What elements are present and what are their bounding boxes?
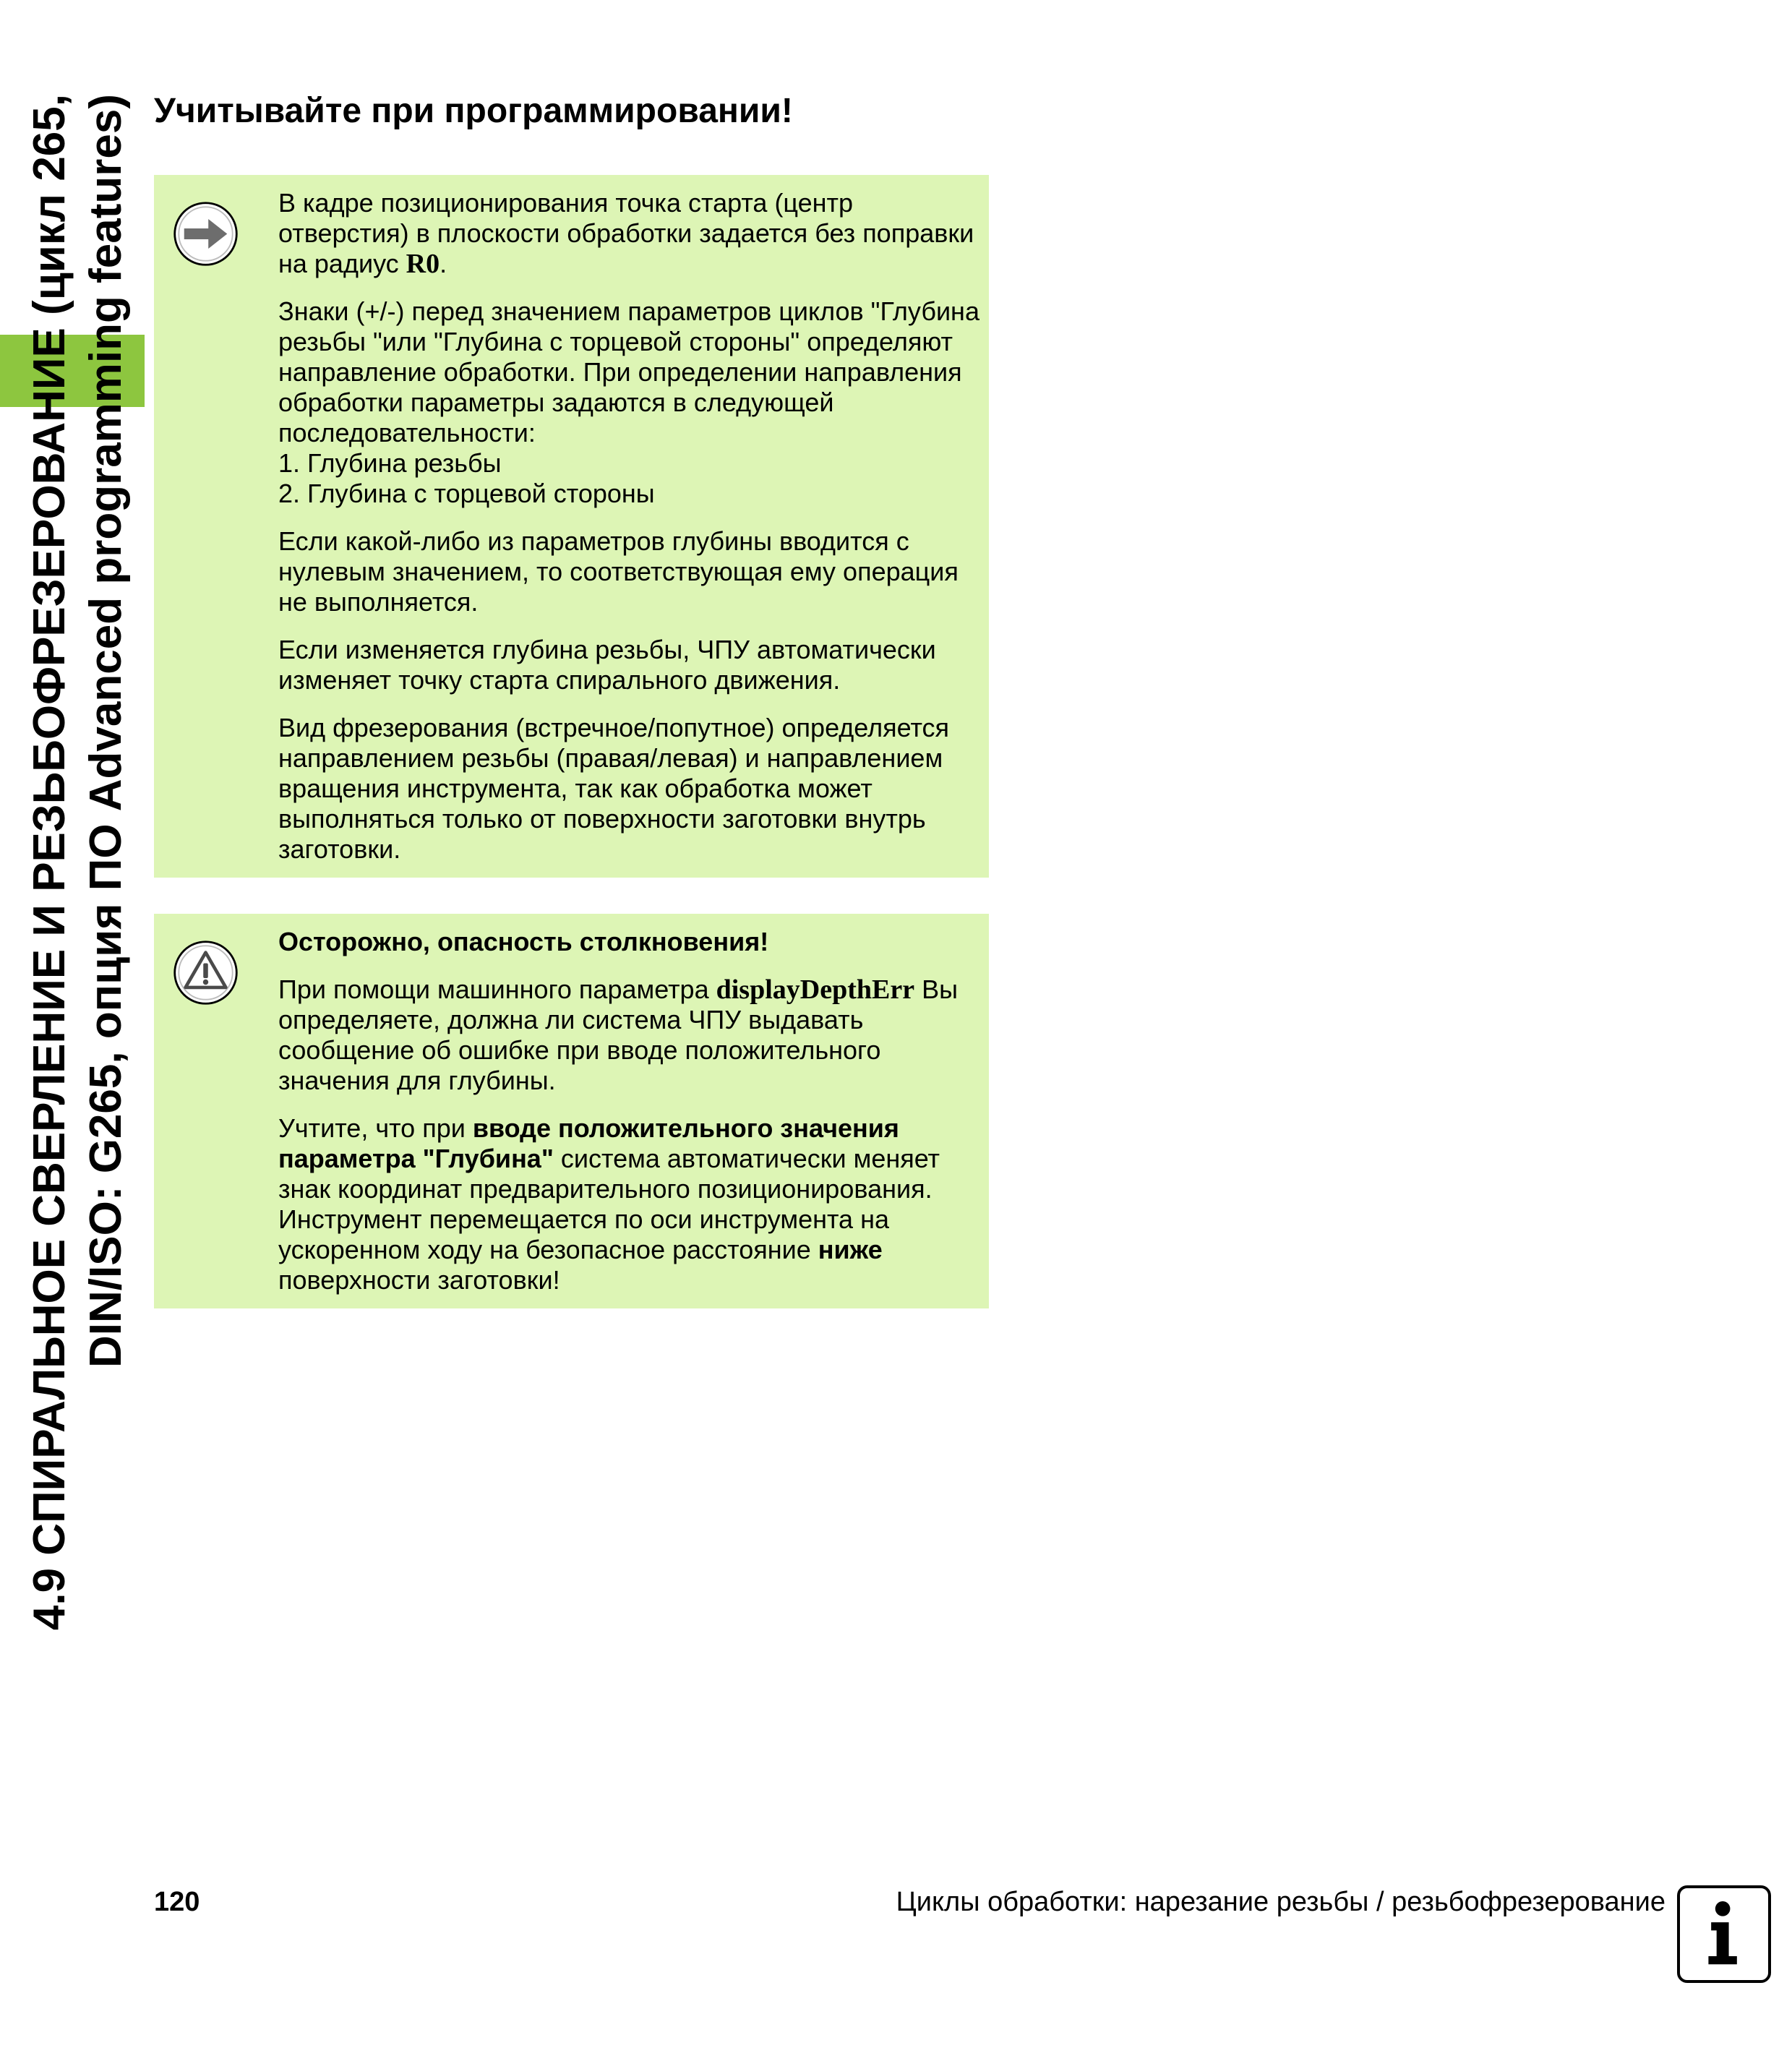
code-display-depth-err: displayDepthErr (716, 974, 915, 1005)
warning-paragraph-positive-depth (278, 1113, 987, 1295)
info-note-box (154, 175, 989, 878)
info-paragraph-milling-type: Вид фрезерования (встречное/попутное) определяется направлением резьбы (правая/левая) и направлением вращения инструмента, так как обработка может выполняться только от поверхности заготовки внутрь заготовки. (278, 713, 950, 864)
warning-triangle-icon (172, 939, 239, 1006)
info-p2-list-item-1: 1. Глубина резьбы (278, 448, 502, 478)
arrow-right-icon (172, 200, 239, 267)
warning-title: Осторожно, опасность столкновения! (278, 927, 769, 956)
info-p1-end: . (440, 249, 447, 278)
warning-p2-middle: система автоматически меняет знак координат предварительного позиционирования. Инструмент перемещается по оси инструмента на ускоренном ходу на безопасное расстояние (278, 1144, 940, 1264)
footer-chapter-title: Циклы обработки: нарезание резьбы / резьбофрезерование (896, 1887, 1665, 1917)
code-r0: R0 (406, 249, 440, 279)
page-heading: Учитывайте при программировании! (154, 92, 793, 130)
warning-note-box (154, 914, 989, 1308)
section-title-line-2: DIN/ISO: G265, опция ПО Advanced programming features) (81, 94, 131, 1368)
info-badge (1677, 1885, 1771, 1983)
warning-p2-end: поверхности заготовки! (278, 1265, 560, 1295)
info-p2-text: Знаки (+/-) перед значением параметров циклов "Глубина резьбы "или "Глубина с торцевой стороны" определяют направление обработки. При определении направления обработки параметры задаются в следующей последовательности: (278, 296, 979, 447)
info-paragraph-zero-depth: Если какой-либо из параметров глубины вводится с нулевым значением, то соответствующая ему операция не выполняется. (278, 526, 959, 617)
section-side-title-wrap (22, 94, 137, 1757)
info-paragraph-sign-order (278, 296, 987, 509)
section-side-title (22, 94, 137, 1757)
warning-p2-emphasis-1: вводе положительного значения параметра "Глубина" (278, 1113, 899, 1173)
warning-p1-start: При помощи машинного параметра (278, 974, 716, 1004)
section-title-line-1: 4.9 СПИРАЛЬНОЕ СВЕРЛЕНИЕ И РЕЗЬБОФРЕЗЕРОВАНИЕ (цикл 265, (25, 94, 74, 1631)
warning-note-body (278, 927, 987, 1313)
warning-p2-emphasis-2: ниже (818, 1235, 883, 1264)
info-i-icon (1680, 1888, 1768, 1980)
info-paragraph-start-point (278, 188, 987, 279)
info-p1-text: В кадре позиционирования точка старта (центр отверстия) в плоскости обработки задается без поправки на радиус (278, 188, 974, 278)
page-number: 120 (154, 1887, 200, 1917)
warning-p1-end: Вы определяете, должна ли система ЧПУ выдавать сообщение об ошибке при вводе положительного значения для глубины. (278, 974, 958, 1095)
warning-p2-start: Учтите, что при (278, 1113, 473, 1143)
info-paragraph-thread-depth: Если изменяется глубина резьбы, ЧПУ автоматически изменяет точку старта спирального движения. (278, 635, 936, 695)
info-note-body (278, 188, 987, 882)
info-p2-list-item-2: 2. Глубина с торцевой стороны (278, 479, 655, 508)
warning-paragraph-parameter (278, 974, 987, 1096)
